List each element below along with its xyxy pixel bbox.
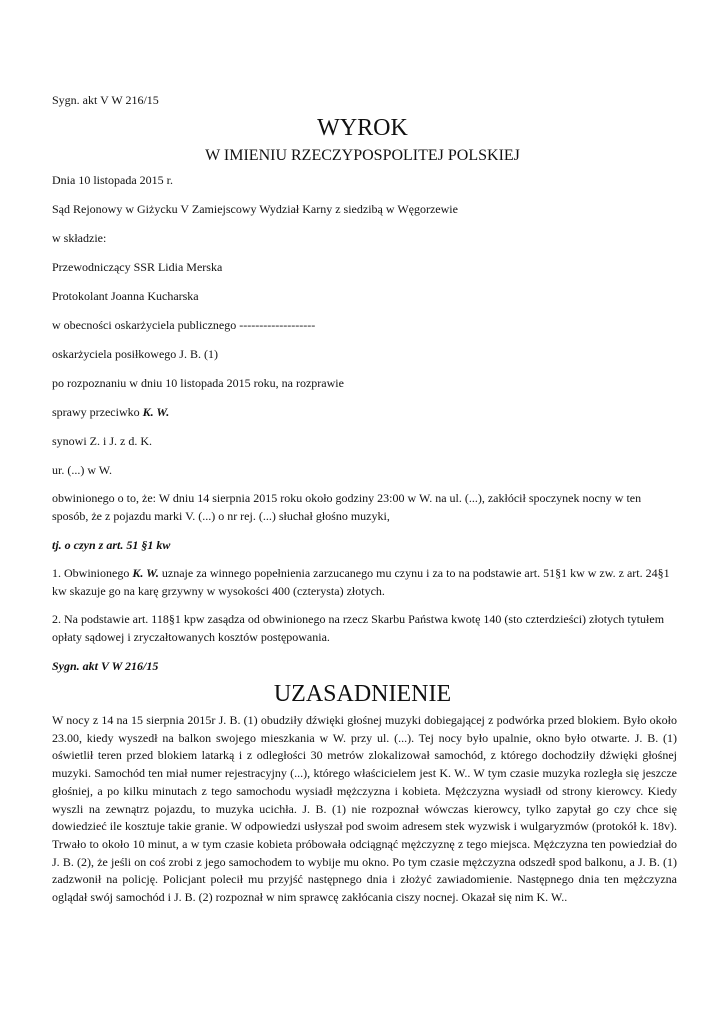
hearing-info: po rozpoznaniu w dniu 10 listopada 2015 roku, na rozprawie	[52, 376, 344, 390]
verdict-point-2: 2. Na podstawie art. 118§1 kpw zasądza od obwinionego na rzecz Skarbu Państwa kwotę 140 (sto czterdzieści) złotych tytułem opłaty sądowej i zryczałtowanych kosztów postępowania.	[52, 612, 665, 644]
case-reference: Sygn. akt V W 216/15	[52, 93, 159, 107]
justification-case-reference: Sygn. akt V W 216/15	[52, 659, 159, 673]
verdict-date: Dnia 10 listopada 2015 r.	[52, 173, 173, 187]
justification-body: W nocy z 14 na 15 sierpnia 2015r J. B. (1) obudziły dźwięki głośnej muzyki dobiegającej z podwórka przed blokiem. Było około 23.00, kiedy wyszedł na balkon swojego mieszkania w W. przy ul. (...). Tej nocy było upalnie, okno było otwarte. J. B. (1) oświetlił teren przed blokiem latarką i z odległości 30 metrów zlokalizował samochód, z którego dochodziły dźwięki głośnej muzyki. Samochód ten miał numer rejestracyjny (...), którego właścicielem jest K. W.. W tym czasie muzyka rozległa się jeszcze głośniej, a po kilku minutach z tego samochodu wysiadł mężczyzna i kobieta. Mężczyzna wysiadł od strony kierowcy. Kiedy wyszli na zewnątrz pojazdu, to muzyka ucichła. J. B. (1) nie rozpoznał wówczas kierowcy, tylko zapytał go czy chce się dowiedzieć ile kosztuje takie granie. W odpowiedzi usłyszał pod swoim adresem stek wyzwisk i wulgaryzmów (protokół k. 18v). Trwało to około 10 minut, a w tym czasie kobieta próbowała odciągnąć mężczyznę z tego miejsca. Mężczyzna ten powiedział do J. B. (2), że jeśli on coś zrobi z jego samochodem to wybije mu okno. Po tym czasie mężczyzna odszedł spod balkonu, a J. B. (1) zadzwonił na policję. Policjant polecił mu przyjść następnego dnia i złożyć zawiadomienie. Następnego dnia ten mężczyzna oglądał swój samochód i J. B. (2) rozpoznał w nim sprawcę zakłócania ciszy nocnej. Okazał się nim K. W..	[52, 713, 677, 905]
case-against-prefix: sprawy przeciwko	[52, 405, 143, 419]
public-prosecutor: w obecności oskarżyciela publicznego -------------------	[52, 318, 316, 332]
case-against	[52, 405, 169, 420]
defendant-birth: ur. (...) w W.	[52, 463, 112, 477]
verdict-point-1	[52, 565, 677, 600]
charge-description: obwinionego o to, że: W dniu 14 sierpnia 2015 roku około godziny 23:00 w W. na ul. (...), zakłócił spoczynek nocny w ten sposób, że z pojazdu marki V. (...) o nr rej. (...) słuchał głośno muzyki,	[52, 491, 642, 523]
court-clerk: Protokolant Joanna Kucharska	[52, 289, 199, 303]
point-1-defendant: K. W.	[132, 566, 159, 580]
auxiliary-prosecutor: oskarżyciela posiłkowego J. B. (1)	[52, 347, 218, 361]
legal-basis: tj. o czyn z art. 51 §1 kw	[52, 538, 171, 552]
court-name: Sąd Rejonowy w Giżycku V Zamiejscowy Wydział Karny z siedzibą w Węgorzewie	[52, 202, 458, 216]
point-1-text: uznaje za winnego popełnienia zarzucanego mu czynu i za to na podstawie art. 51§1 kw w zw. z art. 24§1 kw skazuje go na karę grzywny w wysokości 400 (czterysta) złotych.	[52, 566, 670, 598]
defendant-parents: synowi Z. i J. z d. K.	[52, 434, 152, 448]
defendant-name: K. W.	[142, 405, 170, 419]
verdict-title: WYROK	[317, 115, 408, 141]
verdict-subtitle: W IMIENIU RZECZYPOSPOLITEJ POLSKIEJ	[205, 147, 520, 164]
point-1-prefix: 1. Obwinionego	[52, 566, 133, 580]
justification-title: UZASADNIENIE	[273, 681, 452, 707]
composition-label: w składzie:	[52, 231, 107, 245]
presiding-judge: Przewodniczący SSR Lidia Merska	[52, 260, 223, 274]
